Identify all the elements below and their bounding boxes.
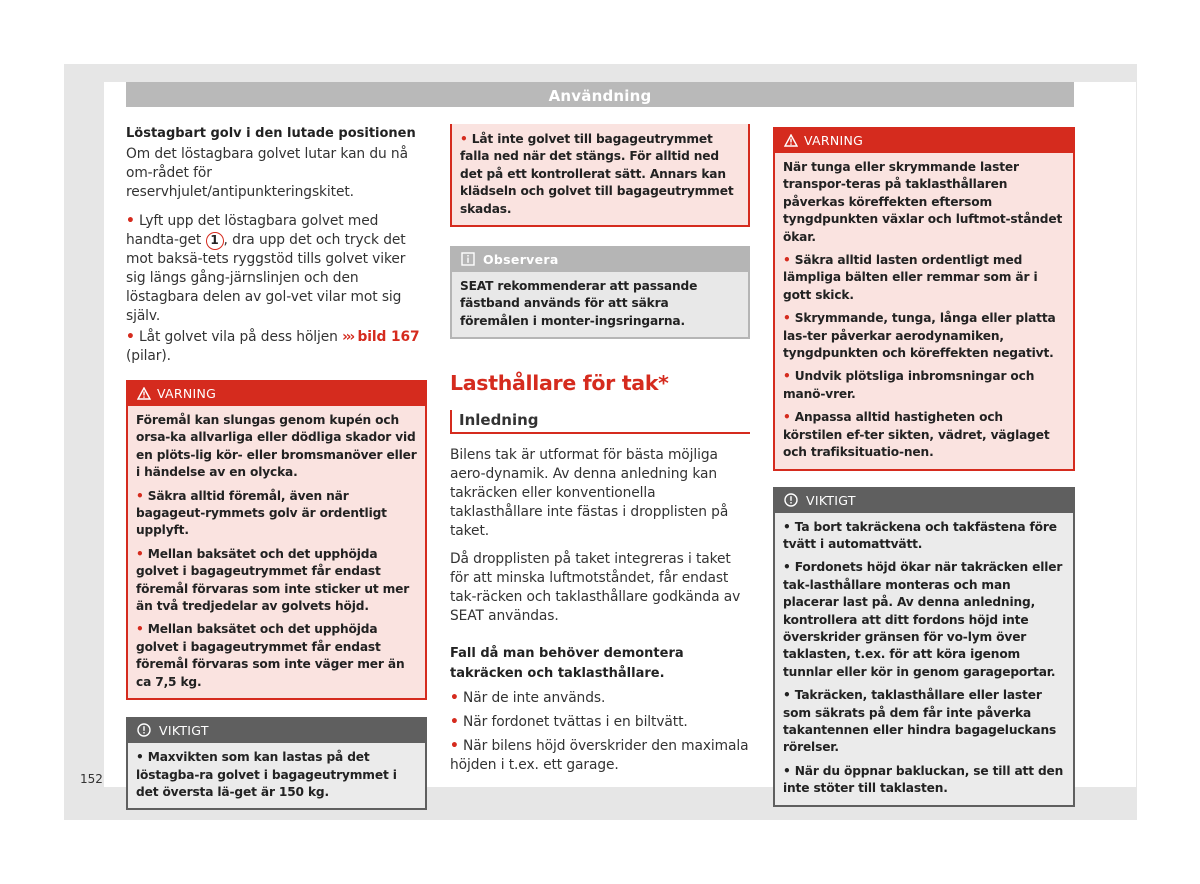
subsection-title: Inledning (450, 410, 750, 434)
exclamation-circle-icon (784, 493, 798, 507)
bullet-icon: • (126, 329, 135, 345)
step-item (126, 328, 427, 366)
figure-reference-link[interactable]: bild 167 (357, 329, 420, 345)
section-title: Lasthållare för tak* (450, 371, 669, 396)
important-item: • Takräcken, taklasthållare eller laster som säkrats på dem får inte påverka takantennen eller hindra bagageluckans rörelser. (783, 688, 1057, 755)
important-title: VIKTIGT (159, 723, 209, 739)
warning-item: • Mellan baksätet och det upphöjda golvet i bagageutrymmet får endast föremål förvaras som inte sticker ut mer än två tredjedelar av golvets höjd. (136, 546, 410, 614)
warning-box (126, 380, 427, 700)
warning-item: • Säkra alltid föremål, även när bagageut-rymmets golv är ordentligt upplyft. (136, 488, 387, 538)
list-heading: Fall då man behöver demontera takräcken och taklasthållare. (450, 646, 684, 682)
note-box-body (452, 272, 748, 337)
step-text-cont: (pilar). (126, 348, 171, 364)
important-item: • Ta bort takräckena och takfästena före tvätt i automattvätt. (783, 519, 1057, 551)
list-item: • När bilens höjd överskrider den maximala höjden i t.ex. ett garage. (450, 738, 749, 774)
important-box-header (775, 489, 1073, 513)
callout-marker: 1 (206, 232, 224, 250)
warning-item: • Mellan baksätet och det upphöjda golvet i bagageutrymmet får endast föremål förvaras som inte väger mer än ca 7,5 kg. (136, 622, 405, 689)
body-paragraph: Bilens tak är utformat för bästa möjliga aero-dynamik. Av denna anledning kan takräcken eller konventionella taklasthållare inte fästas i dropplisten på taket. (450, 447, 729, 540)
page-number: 152 (80, 772, 103, 786)
warning-box-header (775, 129, 1073, 153)
important-box-header (128, 719, 425, 743)
section-heading: Löstagbart golv i den lutade positionen (126, 126, 416, 141)
bullet-icon: • (126, 213, 135, 229)
body-paragraph: Då dropplisten på taket integreras i taket för att minska luftmotståndet, får endast tak-räcken och taklasthållare godkända av SEAT användas. (450, 551, 741, 625)
important-box (773, 487, 1075, 807)
warning-title: VARNING (157, 386, 217, 401)
step-text: Lyft upp det löstagbara golvet med handta-get (126, 213, 379, 248)
warning-item: • Undvik plötsliga inbromsningar och manö-vrer. (783, 369, 1035, 401)
important-title: VIKTIGT (806, 492, 856, 508)
warning-triangle-icon (784, 134, 798, 147)
warning-item: • Låt inte golvet till bagageutrymmet falla ned när det stängs. För alltid ned det på ett kontrollerat sätt. Annars kan klädseln och golvet till bagageutrymmet skadas. (460, 132, 734, 216)
important-box-body (128, 743, 425, 808)
warning-box-header (128, 382, 425, 406)
important-item: • Fordonets höjd ökar när takräcken eller tak-lasthållare monteras och man placerar last på. Av denna anledning, kontrollera att ditt fordons höjd inte överskrider gränsen för vo-lym över taklasten, t.ex. för att köra igenom tunnlar eller kör in genom garageportar. (783, 560, 1063, 679)
chapter-title: Användning (548, 87, 652, 105)
important-box-body (775, 513, 1073, 805)
warning-item: • Anpassa alltid hastigheten och körstilen ef-ter sikten, vädret, väglaget och trafiksituatio-nen. (783, 410, 1050, 460)
warning-lead: När tunga eller skrymmande laster transpor-teras på taklasthållaren påverkas köreffekten eftersom tyngdpunkten växlar och luftmot-ståndet ökar. (783, 160, 1063, 244)
important-item: • När du öppnar bakluckan, se till att den inte stöter till taklasten. (783, 763, 1064, 796)
note-box-header (452, 248, 748, 272)
important-box (126, 717, 427, 810)
exclamation-circle-icon (137, 723, 151, 737)
column-left (126, 124, 427, 810)
warning-box (773, 127, 1075, 471)
column-right (773, 124, 1075, 807)
note-box (450, 246, 750, 339)
cross-reference-arrows-icon: ››› (342, 329, 354, 345)
warning-box-body (452, 124, 748, 225)
step-text: Låt golvet vila på dess höljen (139, 329, 338, 345)
warning-title: VARNING (804, 133, 864, 148)
important-item: • Maxvikten som kan lastas på det löstagba-ra golvet i bagageutrymmet i det översta lä-get är 150 kg. (136, 750, 397, 799)
step-text-cont: , dra upp det och tryck det mot baksä-tets ryggstöd tills golvet viker sig längs gång-järnslinjen och den löstagbara delen av gol-vet vilar mot sig själv. (126, 232, 406, 324)
warning-box-body (775, 153, 1073, 469)
chapter-header-bar (126, 82, 1074, 107)
list-item: • När de inte används. (450, 690, 606, 707)
note-text: SEAT rekommenderar att passande fästband används för att säkra föremålen i monter-ingsringarna. (460, 279, 698, 328)
column-middle (450, 124, 750, 775)
intro-paragraph: Om det löstagbara golvet lutar kan du nå om-rådet för reservhjulet/antipunkteringskitet. (126, 146, 408, 200)
warning-box-continued (450, 124, 750, 227)
info-icon (461, 252, 475, 266)
warning-triangle-icon (137, 387, 151, 400)
warning-item: • Säkra alltid lasten ordentligt med lämpliga bälten eller remmar som är i gott skick. (783, 253, 1038, 302)
step-item (126, 212, 427, 326)
warning-box-body (128, 406, 425, 698)
warning-item: • Skrymmande, tunga, långa eller platta las-ter påverkar aerodynamiken, tyngdpunkten och köreffekten negativt. (783, 311, 1056, 361)
note-title: Observera (483, 252, 559, 268)
warning-lead: Föremål kan slungas genom kupén och orsa-ka allvarliga eller dödliga skador vid en plöts-lig kör- eller bromsmanöver eller i händelse av en olycka. (136, 413, 417, 480)
list-item: • När fordonet tvättas i en biltvätt. (450, 714, 688, 731)
